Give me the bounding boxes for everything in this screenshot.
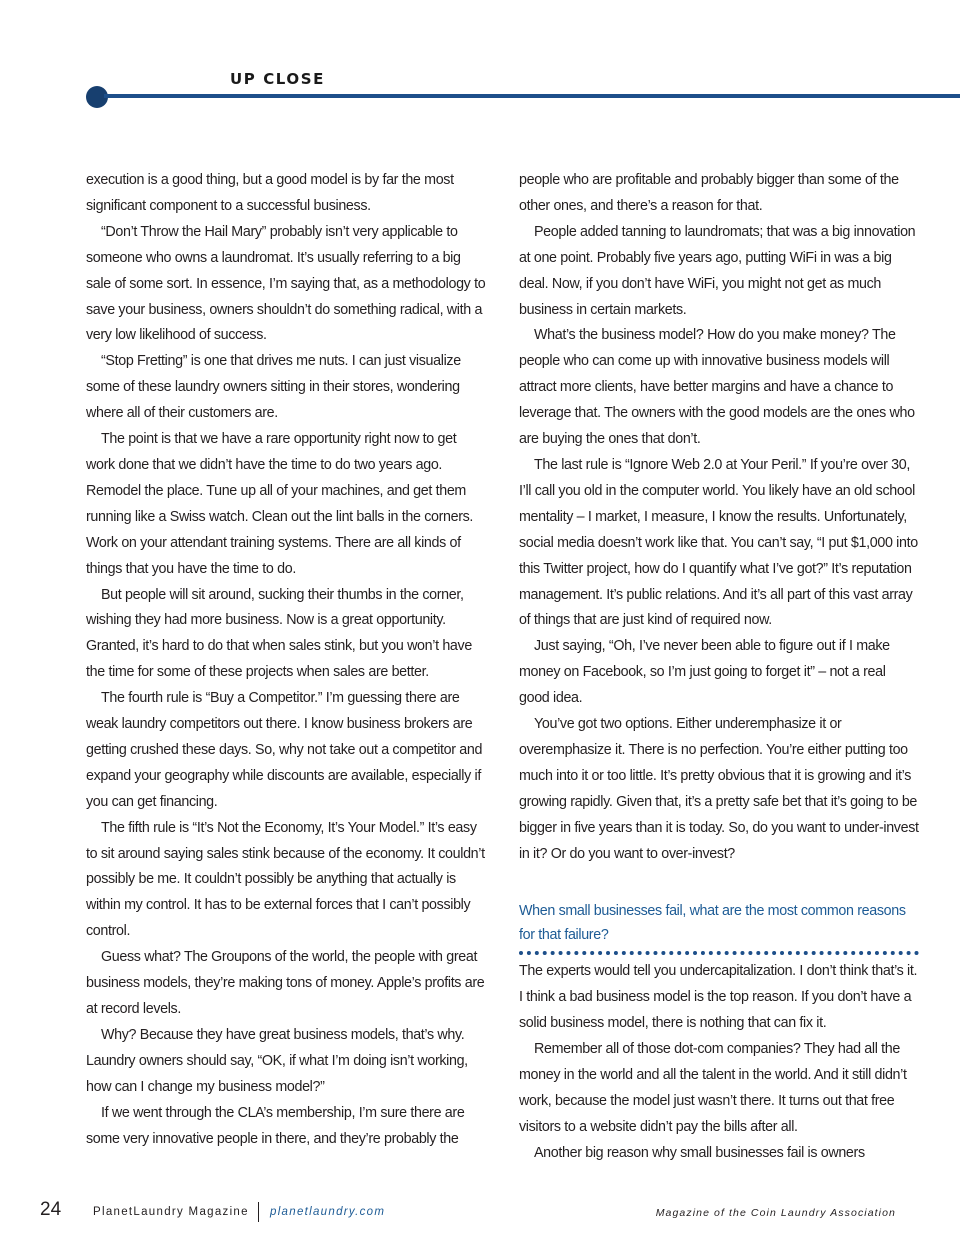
- header-rule: [104, 94, 960, 98]
- paragraph: people who are profitable and probably bigger than some of the other ones, and there’s a reason for that.: [519, 172, 899, 214]
- paragraph: Just saying, “Oh, I’ve never been able to figure out if I make money on Facebook, so I’m just going to forget it” – not a real good idea.: [519, 638, 890, 707]
- paragraph: The point is that we have a rare opportunity right now to get work done that we didn’t have the time to do two years ago. Remodel the place. Tune up all of your machines, and get them running like a Swiss watch. Clean out the lint balls in the corners. Work on your attendant training systems. There are all kinds of things that you have the time to do.: [86, 431, 474, 577]
- paragraph: What’s the business model? How do you make money? The people who can come up with innovative business models will attract more clients, have better margins and have a chance to leverage that. The owners with the good models are the ones who are buying the ones that don’t.: [519, 327, 915, 448]
- paragraph: People added tanning to laundromats; that was a big innovation at one point. Probably five years ago, putting WiFi in was a big deal. Now, if you don’t have WiFi, you might not get as much business in certain markets.: [519, 223, 916, 318]
- paragraph: You’ve got two options. Either underemphasize it or overemphasize it. There is no perfection. You’re either putting too much into it or too little. It’s pretty obvious that it is growing and it’s growing rapidly. Given that, it’s a pretty safe bet that it’s going to be bigger in five years than it is today. So, do you want to under-invest in it? Or do you want to over-invest?: [519, 716, 919, 862]
- paragraph: The last rule is “Ignore Web 2.0 at Your Peril.” If you’re over 30, I’ll call you old in the computer world. You likely have an old school mentality – I market, I measure, I know the results. Unfortunately, social media doesn’t work like that. You can’t say, “I put $1,000 into this Twitter project, how do I quantify what I’ve got?” It’s reputation management. It’s public relations. And it’s all part of this vast array of things that are just kind of required now.: [519, 456, 918, 629]
- paragraph: But people will sit around, sucking their thumbs in the corner, wishing they had more business. Now is a great opportunity. Granted, it’s hard to do that when sales stink, but you won’t have the time for some of these projects when sales are better.: [86, 586, 472, 681]
- paragraph: The fifth rule is “It’s Not the Economy, It’s Your Model.” It’s easy to sit around saying sales stink because of the economy. It couldn’t possibly be me. It couldn’t possibly be anything that actually is within my control. It has to be external forces that I can’t possibly control.: [86, 819, 485, 940]
- paragraph: Remember all of those dot-com companies? They had all the money in the world and all the talent in the world. And it still didn’t work, because the model just wasn’t there. It turns out that free visitors to a website didn’t pay the bills after all.: [519, 1041, 907, 1135]
- paragraph: “Don’t Throw the Hail Mary” probably isn’t very applicable to someone who owns a laundromat. It’s usually referring to a big sale of some sort. In essence, I’m saying that, as a methodology to save your business, owners shouldn’t do something radical, with a very low likelihood of success.: [86, 223, 486, 344]
- magazine-url-link[interactable]: planetlaundry.com: [270, 1206, 386, 1218]
- article-column-left: [86, 168, 486, 1152]
- article-column-right: [519, 168, 919, 1167]
- footer-divider: [258, 1202, 259, 1222]
- paragraph: If we went through the CLA’s membership, I’m sure there are some very innovative people in there, and they’re probably the: [86, 1104, 465, 1147]
- paragraph: Guess what? The Groupons of the world, the people with great business models, they’re making tons of money. Apple’s profits are at record levels.: [86, 949, 485, 1017]
- paragraph: “Stop Fretting” is one that drives me nuts. I can just visualize some of these laundry owners sitting in their stores, wondering where all of their customers are.: [86, 353, 461, 422]
- question-dotted-rule: [519, 951, 919, 955]
- page-number: 24: [40, 1199, 62, 1220]
- association-tagline: Magazine of the Coin Laundry Association: [655, 1207, 896, 1219]
- magazine-name: PlanetLaundry Magazine: [93, 1206, 249, 1218]
- paragraph: The fourth rule is “Buy a Competitor.” I’m guessing there are weak laundry competitors out there. I know business brokers are getting crushed these days. So, why not take out a competitor and expand your geography while discounts are available, especially if you can get financing.: [86, 690, 483, 810]
- paragraph: Why? Because they have great business models, that’s why. Laundry owners should say, “OK, if what I’m doing isn’t working, how can I change my business model?”: [86, 1026, 468, 1095]
- paragraph: Another big reason why small businesses fail is owners: [534, 1144, 865, 1161]
- paragraph: The experts would tell you undercapitalization. I don’t think that’s it. I think a bad business model is the top reason. If you don’t have a solid business model, there is nothing that can fix it.: [519, 963, 918, 1032]
- interview-question: When small businesses fail, what are the most common reasons for that failure?: [519, 903, 906, 944]
- section-label: UP CLOSE: [230, 70, 326, 88]
- paragraph: execution is a good thing, but a good model is by far the most significant component to a successful business.: [86, 172, 454, 214]
